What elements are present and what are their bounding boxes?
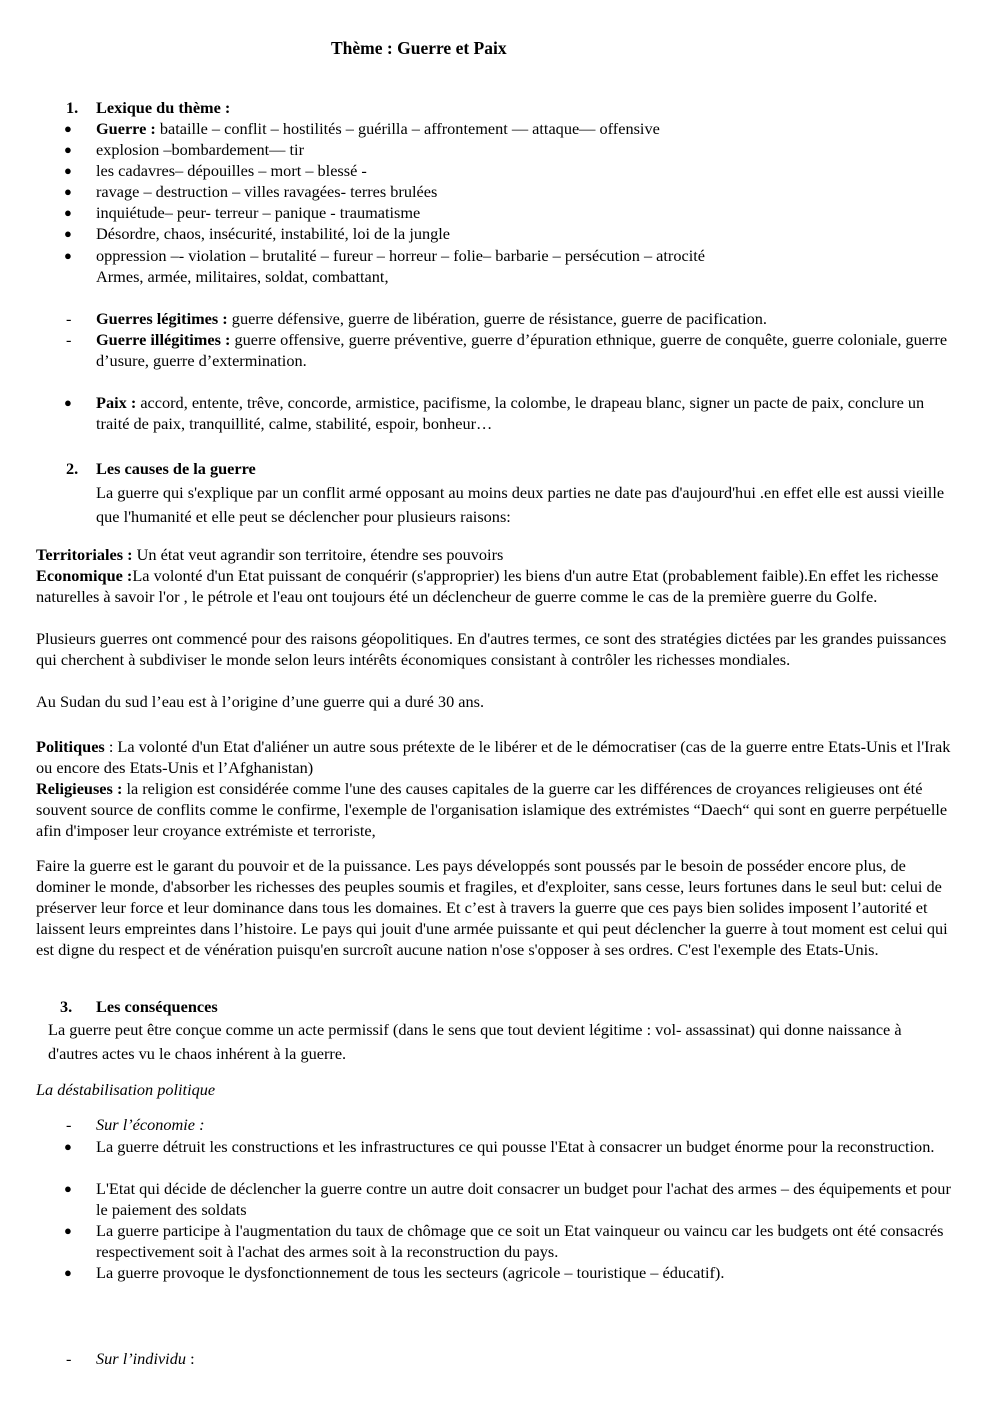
bullet-icon: ● <box>64 205 72 220</box>
bullet-icon: ● <box>64 121 72 136</box>
bullet-icon: ● <box>64 184 72 199</box>
list-item: oppression –- violation – brutalité – fureur – horreur – folie– barbarie – persécution – atrocité <box>96 246 705 265</box>
dash-marker: - <box>66 1115 72 1134</box>
bullet-icon: ● <box>64 142 72 157</box>
paragraph-sudan: Au Sudan du sud l’eau est à l’origine d’une guerre qui a duré 30 ans. <box>36 692 485 711</box>
list-item: Guerre illégitimes : guerre offensive, guerre préventive, guerre d’épuration ethnique, guerre de conquête, guerre coloniale, guerre d’usure, guerre d’extermination. <box>96 330 948 370</box>
list-item: inquiétude– peur- terreur – panique - traumatisme <box>96 203 421 222</box>
dash-marker: - <box>66 309 72 328</box>
bullet-icon: ● <box>64 248 72 263</box>
list-item: les cadavres– dépouilles – mort – blessé - <box>96 161 367 180</box>
list-item: L'Etat qui décide de déclencher la guerre contre un autre doit consacrer un budget pour l'achat des armes – des équipements et pour le paiement des soldats <box>96 1179 951 1219</box>
paragraph-geopolitique: Plusieurs guerres ont commencé pour des raisons géopolitiques. En d'autres termes, ce sont des stratégies dictées par les grandes puissances qui cherchent à subdiviser le monde selon leurs intérêts économiques consistant à contrôler les richesses mondiales. <box>36 629 947 669</box>
list-item: La guerre participe à l'augmentation du taux de chômage que ce soit un Etat vainqueur ou vaincu car les budgets ont été consacrés respectivement soit à l'achat des armes soit à la reconstruction du pays. <box>96 1221 944 1261</box>
list-item: La guerre provoque le dysfonctionnement de tous les secteurs (agricole – touristique – éducatif). <box>96 1263 725 1282</box>
document-title: Thème : Guerre et Paix <box>331 38 507 58</box>
section-intro: La guerre qui s'explique par un conflit armé opposant au moins deux parties ne date pas d'aujourd'hui .en effet elle est aussi vieille que l'humanité et elle peut se déclencher pour plusieurs raisons: <box>96 483 945 526</box>
list-item-continuation: Armes, armée, militaires, soldat, combattant, <box>96 267 389 286</box>
list-item: La guerre détruit les constructions et les infrastructures ce qui pousse l'Etat à consacrer un budget énorme pour la reconstruction. <box>96 1137 935 1156</box>
section-heading: Lexique du thème : <box>96 98 231 117</box>
list-item: explosion –bombardement— tir <box>96 140 304 159</box>
list-item: Guerre : bataille – conflit – hostilités – guérilla – affrontement — attaque— offensive <box>96 119 660 138</box>
paragraph-economique: Economique :La volonté d'un Etat puissant de conquérir (s'approprier) les biens d'un autre Etat (probablement faible).En effet les richesse naturelles à savoir l'or , le pétrole et l'eau ont toujours été un déclencheur de guerre comme le cas de la première guerre du Golfe. <box>36 566 939 606</box>
list-item-economie: Sur l’économie : <box>96 1115 205 1134</box>
section-heading: Les conséquences <box>96 997 218 1016</box>
dash-marker: - <box>66 330 72 349</box>
bullet-icon: ● <box>64 1223 72 1238</box>
bullet-icon: ● <box>64 395 72 410</box>
list-item: ravage – destruction – villes ravagées- terres brulées <box>96 182 438 201</box>
bullet-icon: ● <box>64 1181 72 1196</box>
dash-marker: - <box>66 1349 72 1368</box>
paragraph-territoriales: Territoriales : Un état veut agrandir son territoire, étendre ses pouvoirs <box>36 545 504 564</box>
section-number: 1. <box>66 98 79 117</box>
section-number: 2. <box>66 459 79 478</box>
subheading-destabilisation: La déstabilisation politique <box>36 1080 216 1099</box>
bullet-icon: ● <box>64 1265 72 1280</box>
bullet-icon: ● <box>64 163 72 178</box>
bullet-icon: ● <box>64 1139 72 1154</box>
paragraph-politiques: Politiques : La volonté d'un Etat d'aliéner un autre sous prétexte de le libérer et de le démocratiser (cas de la guerre entre Etats-Unis et l'Irak ou encore des Etats-Unis et l’Afghanistan) <box>36 737 951 777</box>
section-heading: Les causes de la guerre <box>96 459 256 478</box>
paragraph-religieuses: Religieuses : la religion est considérée comme l'une des causes capitales de la guerre car les différences de croyances religieuses ont été souvent source de conflits comme le confirme, l'exemple de l'organisation islamique des extrémistes “Daech“ qui sont en guerre perpétuelle afin d'imposer leur croyance extrémiste et terroriste, <box>36 779 948 840</box>
paragraph-puissance: Faire la guerre est le garant du pouvoir et de la puissance. Les pays développés sont poussés par le besoin de posséder encore plus, de dominer le monde, d'absorber les richesses des peuples soumis et fragiles, et d'exploiter, sans cesse, leurs fortunes dans le seul but: celui de préserver leur force et leur dominance dans tous les domaines. Et c’est à travers la guerre que ces pays bien solides imposent l’autorité et laissent leurs empreintes dans l’histoire. Le pays qui jouit d'une armée puissante et qui peut déclencher la guerre à tout moment est celui qui est digne du respect et de vénération puisqu'en surcroît aucune nation n'ose s'opposer à ses ordres. C'est l'exemple des Etats-Unis. <box>36 856 948 959</box>
section-number: 3. <box>60 997 73 1016</box>
list-item-individu: Sur l’individu : <box>96 1349 195 1368</box>
list-item: Désordre, chaos, insécurité, instabilité, loi de la jungle <box>96 224 451 243</box>
section-intro: La guerre peut être conçue comme un acte permissif (dans le sens que tout devient légitime : vol- assassinat) qui donne naissance à d'autres actes vu le chaos inhérent à la guerre. <box>48 1020 902 1063</box>
bullet-icon: ● <box>64 226 72 241</box>
list-item: Guerres légitimes : guerre défensive, guerre de libération, guerre de résistance, guerre de pacification. <box>96 309 767 328</box>
list-item: Paix : accord, entente, trêve, concorde, armistice, pacifisme, la colombe, le drapeau blanc, signer un pacte de paix, conclure un traité de paix, tranquillité, calme, stabilité, espoir, bonheur… <box>96 393 925 433</box>
